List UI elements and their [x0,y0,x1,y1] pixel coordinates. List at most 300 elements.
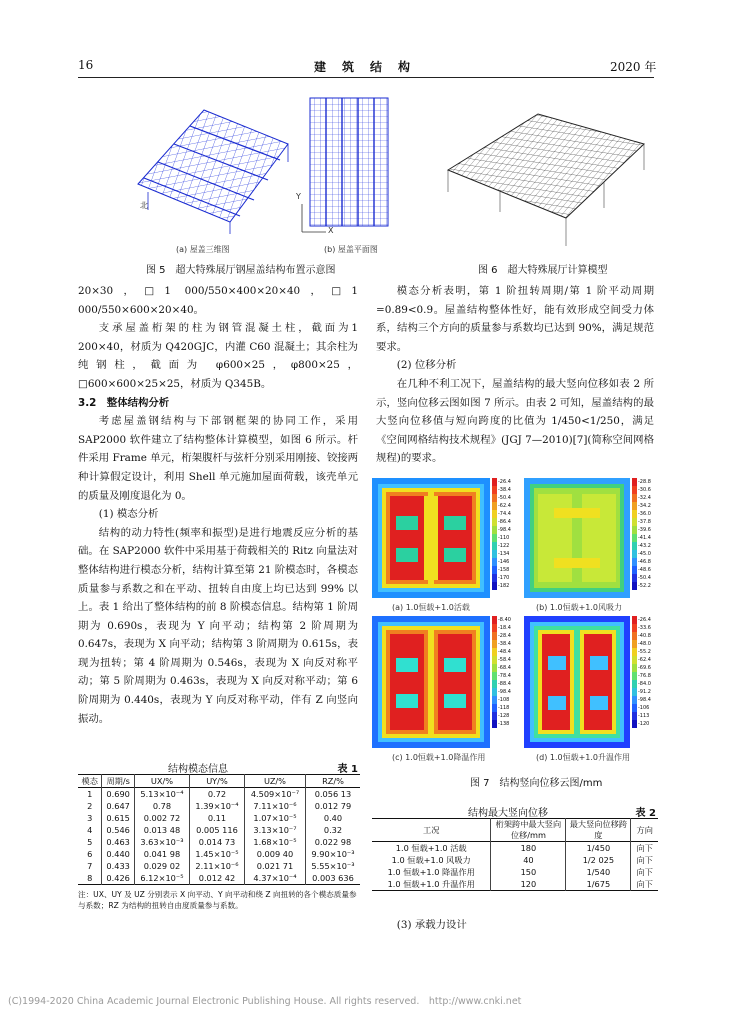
fig7c-caption: (c) 1.0恒载+1.0降温作用 [392,753,486,762]
right-column-top [376,282,654,468]
legend-label: -122 [498,543,510,549]
legend-entry [492,558,520,566]
legend-entry [492,550,520,558]
legend-entry [492,542,520,550]
journal-year: 2020 年 [610,60,657,74]
legend-swatch [632,720,637,728]
legend-entry [632,518,658,526]
legend-swatch [492,648,497,656]
table1-row [78,824,360,836]
table2-row [372,866,658,878]
fig5-caption: 图 5 超大特殊展厅钢屋盖结构布置示意图 [146,265,336,276]
fig7d-legend [632,616,658,748]
legend-label: -48.4 [498,649,511,655]
legend-swatch [632,558,637,566]
table2-block [372,804,658,891]
legend-entry [492,582,520,590]
legend-entry [492,720,520,728]
legend-entry [632,582,658,590]
legend-entry [632,624,658,632]
legend-swatch [492,478,497,486]
legend-swatch [492,502,497,510]
table1-cell: 0.690 [102,788,135,801]
legend-label: -18.4 [498,625,511,631]
legend-label: -37.8 [638,519,651,525]
legend-swatch [492,712,497,720]
legend-label: -170 [498,575,510,581]
table1-cell: 6.12×10⁻⁵ [134,872,189,885]
table1-cell: 2 [87,801,93,811]
table1-cell: 6 [87,849,93,859]
table2-col-span: 最大竖向位移跨度 [566,819,631,842]
legend-entry [632,648,658,656]
fig6-caption: 图 6 超大特殊展厅计算模型 [478,265,608,276]
fig5a-caption: (a) 屋盖三维图 [176,245,230,254]
legend-swatch [632,648,637,656]
legend-label: -62.4 [638,657,651,663]
legend-entry [632,704,658,712]
table1-cell: 0.615 [102,812,135,824]
legend-swatch [632,664,637,672]
legend-label: -98.4 [638,697,651,703]
table2-cell: 向下 [631,854,658,866]
table1-cell: 0.647 [102,800,135,812]
table1-cell: 3.13×10⁻⁷ [244,824,305,836]
legend-swatch [632,582,637,590]
legend-swatch [492,680,497,688]
legend-swatch [632,624,637,632]
legend-entry [492,566,520,574]
legend-entry [632,640,658,648]
legend-label: -58.4 [498,657,511,663]
right-para-4: (3) 承载力设计 [396,919,467,931]
legend-swatch [492,672,497,680]
legend-entry [492,616,520,624]
fig7b-caption: (b) 1.0恒载+1.0风吸力 [536,603,623,612]
legend-label: -30.6 [638,487,651,493]
legend-entry [492,664,520,672]
table2-cell: 120 [491,878,566,891]
axis-y-label: Y [296,192,301,201]
legend-label: -28.8 [638,479,651,485]
table1-col-rz: RZ/% [305,775,360,788]
table1-cell: 0.041 98 [134,848,189,860]
table1-header-row [78,775,360,788]
table1-cell: 0.426 [102,872,135,885]
table2-cell: 向下 [631,878,658,891]
legend-label: -91.2 [638,689,651,695]
table1-cell: 0.72 [189,788,244,801]
table1-cell: 0.433 [102,860,135,872]
table2-title: 结构最大竖向位移 [468,808,548,819]
legend-label: -128 [498,713,510,719]
legend-swatch [632,534,637,542]
legend-entry [492,510,520,518]
table1-cell: 8 [87,873,93,883]
legend-label: -62.4 [498,503,511,509]
table1-block [78,760,360,911]
legend-swatch [632,502,637,510]
table1 [78,774,360,885]
fig6-wireframe [440,100,650,250]
table1-cell: 3.63×10⁻³ [134,836,189,848]
legend-swatch [492,518,497,526]
legend-label: -106 [638,705,650,711]
legend-label: -36.0 [638,511,651,517]
legend-swatch [492,526,497,534]
fig5a-wireframe [118,92,294,240]
legend-entry [632,720,658,728]
table1-cell: 0.32 [305,824,360,836]
legend-entry [632,550,658,558]
table1-cell: 0.014 73 [189,836,244,848]
table1-col-uz: UZ/% [244,775,305,788]
table1-label: 表 1 [337,764,358,775]
table1-cell: 7.11×10⁻⁶ [244,800,305,812]
table2-cell: 1/675 [566,878,631,891]
legend-label: -38.4 [498,641,511,647]
legend-label: -43.2 [638,543,651,549]
legend-label: -45.0 [638,551,651,557]
legend-label: -76.8 [638,673,651,679]
legend-swatch [632,712,637,720]
table1-cell: 1 [87,789,93,799]
table1-row [78,860,360,872]
table2-col-disp: 桁架跨中最大竖向位移/mm [491,819,566,842]
table2-cell: 向下 [631,842,658,855]
legend-label: -50.4 [498,495,511,501]
legend-swatch [632,526,637,534]
legend-entry [632,656,658,664]
legend-label: -74.4 [498,511,511,517]
table2-cell: 1.0 恒载+1.0 风吸力 [391,854,471,865]
legend-swatch [492,664,497,672]
fig7b-legend [632,478,658,598]
legend-swatch [632,574,637,582]
table2-cell: 向下 [631,866,658,878]
table1-cell: 3 [87,813,93,823]
table1-col-uy: UY/% [189,775,244,788]
fig6-model [440,100,650,250]
legend-swatch [632,696,637,704]
table1-cell: 0.440 [102,848,135,860]
fig7a-caption: (a) 1.0恒载+1.0活载 [392,603,470,612]
table1-cell: 0.021 71 [244,860,305,872]
table1-cell: 0.029 02 [134,860,189,872]
table2-cell: 40 [491,854,566,866]
legend-swatch [492,494,497,502]
legend-swatch [632,672,637,680]
legend-label: -69.6 [638,665,651,671]
legend-label: -68.4 [498,665,511,671]
legend-swatch [492,688,497,696]
legend-entry [632,534,658,542]
table1-title: 结构模态信息 [168,764,228,775]
fig5b-plan-grid [296,92,392,238]
table2-header-row [372,819,658,842]
legend-label: -40.8 [638,633,651,639]
fig7a-legend [492,478,520,598]
legend-entry [632,478,658,486]
legend-entry [492,534,520,542]
legend-entry [632,526,658,534]
legend-entry [492,486,520,494]
legend-label: -182 [498,583,510,589]
right-para-1: 模态分析表明，第 1 阶扭转周期/第 1 阶平动周期=0.89<0.9。屋盖结构整体性好，能有效形成空间受力体系，结构三个方向的质量参与系数均已达到 90%，满足规范要求。 [376,285,654,353]
table1-cell: 0.11 [189,812,244,824]
table2-cell: 180 [491,842,566,855]
legend-entry [492,574,520,582]
legend-swatch [632,616,637,624]
legend-swatch [492,616,497,624]
legend-label: -34.2 [638,503,651,509]
table2-cell: 1.0 恒载+1.0 活载 [395,842,467,853]
journal-title: 建 筑 结 构 [314,60,413,74]
legend-entry [632,566,658,574]
table1-row [78,836,360,848]
legend-entry [492,688,520,696]
legend-entry [632,616,658,624]
table1-cell: 0.009 40 [244,848,305,860]
table1-cell: 1.45×10⁻⁵ [189,848,244,860]
table1-cell: 0.78 [134,800,189,812]
table1-cell: 0.002 72 [134,812,189,824]
legend-entry [632,712,658,720]
fig7d-contour [524,616,658,748]
page-number: 16 [78,58,94,72]
legend-entry [492,526,520,534]
legend-label: -39.6 [638,527,651,533]
legend-swatch [632,632,637,640]
table1-col-ux: UX/% [134,775,189,788]
left-column [78,282,358,728]
table1-cell: 2.11×10⁻⁶ [189,860,244,872]
legend-swatch [632,478,637,486]
legend-entry [632,688,658,696]
legend-label: -84.0 [638,681,651,687]
table1-cell: 5.13×10⁻⁴ [134,788,189,801]
legend-label: -8.40 [498,617,511,623]
table1-cell: 0.012 79 [305,800,360,812]
right-para-3: 在几种不利工况下，屋盖结构的最大竖向位移如表 2 所示，竖向位移云图如图 7 所示。由表 2 可知，屋盖结构的最大竖向位移值与短向跨度的比值为 1/450<1/250，满足《空间网格结构技术规程》(JGJ 7—2010)[7](简称空间网格规程)的要求。 [376,377,654,465]
table2-col-dir: 方向 [631,819,658,842]
legend-swatch [632,510,637,518]
table1-row [78,872,360,885]
legend-label: -55.2 [638,649,651,655]
legend-label: -134 [498,551,510,557]
table1-cell: 4.509×10⁻⁷ [244,788,305,801]
legend-swatch [492,566,497,574]
axis-x-label: X [328,226,334,235]
legend-label: -120 [638,721,650,727]
left-para-3: 考虑屋盖钢结构与下部钢框架的协同工作，采用 SAP2000 软件建立了结构整体计算模型，如图 6 所示。杆件采用 Frame 单元，桁架腹杆与弦杆分别采用刚接、铰接两种计算假定设计，利用 Shell 单元施加屋面荷载，该壳单元的质量及刚度退化为 0。 [78,415,358,502]
legend-label: -110 [498,535,510,541]
fig5b-roof-plan [296,92,392,238]
left-para-5: 结构的动力特性(频率和振型)是进行地震反应分析的基础。在 SAP2000 软件中采用基于荷载相关的 Ritz 向量法对整体结构进行模态分析，结构计算至第 21 阶模态时，各模态质量参与系数之和在平动、扭转自由度上均已达到 99% 以上。表 1 给出了整体结构的前 8 阶模态信息。结构第 1 阶周期为 0.690s，表现为 Y 向平动；结构第 2 阶周期为 0.647s，表现为 X 向平动；结构第 3 阶周期为 0.615s，表现为扭转；第 4 阶周期为 0.546s，表现为 X 向反对称平动；第 5 阶周期为 0.463s，表现为 X 向反对称平动；第 6 阶周期为 0.440s，表现为 Y 向反对称平动，伴有 Z 向竖向振动。 [78,526,358,725]
header-rule [78,77,654,78]
table1-cell: 0.022 98 [305,836,360,848]
table1-cell: 5.55×10⁻³ [305,860,360,872]
fig7-caption: 图 7 结构竖向位移云图/mm [470,778,603,789]
legend-swatch [632,656,637,664]
fig7c-legend [492,616,520,748]
legend-swatch [632,542,637,550]
legend-label: -32.4 [638,495,651,501]
table1-row [78,800,360,812]
legend-swatch [492,486,497,494]
legend-swatch [492,582,497,590]
legend-swatch [632,566,637,574]
legend-label: -98.4 [498,527,511,533]
legend-swatch [492,510,497,518]
table2-cell: 1.0 恒载+1.0 升温作用 [387,878,475,889]
table1-col-mode: 模态 [81,775,98,786]
legend-swatch [492,704,497,712]
legend-label: -38.4 [498,487,511,493]
legend-entry [492,502,520,510]
table2-label: 表 2 [635,808,656,819]
legend-entry [632,632,658,640]
left-para-1: 20×30，□1 000/550×400×20×40，□1 000/550×600×20×40。 [78,285,358,316]
legend-entry [492,680,520,688]
legend-label: -41.4 [638,535,651,541]
legend-swatch [632,550,637,558]
legend-entry [492,632,520,640]
legend-entry [632,558,658,566]
table1-cell: 7 [87,861,93,871]
table1-cell: 1.68×10⁻⁵ [244,836,305,848]
legend-label: -28.4 [498,633,511,639]
legend-entry [492,672,520,680]
legend-entry [632,510,658,518]
legend-label: -108 [498,697,510,703]
legend-swatch [632,704,637,712]
legend-entry [632,696,658,704]
legend-entry [632,486,658,494]
left-para-4: (1) 模态分析 [98,508,159,521]
table1-row [78,788,360,801]
legend-label: -46.8 [638,559,651,565]
table1-cell: 4 [87,825,93,835]
table2-row [372,878,658,891]
legend-label: -86.4 [498,519,511,525]
legend-label: -138 [498,721,510,727]
legend-label: -118 [498,705,510,711]
legend-swatch [492,534,497,542]
legend-label: -52.2 [638,583,651,589]
legend-swatch [492,574,497,582]
section-heading-3-2: 3.2 整体结构分析 [78,396,170,409]
fig7d-caption: (d) 1.0恒载+1.0升温作用 [536,753,631,762]
right-para-2: (2) 位移分析 [396,359,457,372]
table1-cell: 0.013 48 [134,824,189,836]
table1-note: 注：UX、UY 及 UZ 分别表示 X 向平动、Y 向平动和绕 Z 向扭转的各个模态质量参与系数；RZ 为结构的扭转自由度质量参与系数。 [78,890,357,910]
table1-cell: 9.90×10⁻³ [305,848,360,860]
table2-cell: 1/450 [566,842,631,855]
legend-swatch [492,640,497,648]
table1-cell: 1.07×10⁻⁵ [244,812,305,824]
legend-swatch [492,632,497,640]
legend-entry [632,494,658,502]
table2-cell: 1.0 恒载+1.0 降温作用 [387,866,475,877]
legend-swatch [492,550,497,558]
legend-entry [492,518,520,526]
fig7b-contour [524,478,658,598]
table1-cell: 0.003 636 [305,872,360,885]
table1-cell: 0.056 13 [305,788,360,801]
legend-swatch [492,696,497,704]
table1-cell: 1.39×10⁻⁴ [189,800,244,812]
table1-cell: 0.012 42 [189,872,244,885]
legend-entry [632,664,658,672]
copyright-footer: (C)1994-2020 China Academic Journal Electronic Publishing House. All rights reserved. http://www.cnki.net [8,996,522,1007]
fig7a-contour [372,478,520,598]
legend-entry [632,680,658,688]
legend-entry [492,704,520,712]
legend-entry [492,624,520,632]
left-para-2: 支承屋盖桁架的柱为钢管混凝土柱，截面为1 200×40，材质为 Q420GJC，内灌 C60 混凝土；其余柱为纯钢柱，截面为 φ600×25，φ800×25，□600×600×25×25，材质为 Q345B。 [78,322,358,390]
table1-cell: 0.40 [305,812,360,824]
table2-row [372,842,658,855]
legend-swatch [632,518,637,526]
legend-swatch [492,542,497,550]
legend-entry [632,574,658,582]
table1-cell: 5 [87,837,93,847]
table2-col-case: 工况 [423,824,440,835]
legend-entry [492,640,520,648]
legend-swatch [492,558,497,566]
legend-swatch [632,680,637,688]
table1-cell: 0.463 [102,836,135,848]
legend-swatch [632,688,637,696]
right-column-bottom [376,916,654,935]
legend-label: -48.0 [638,641,651,647]
legend-swatch [632,486,637,494]
legend-label: -98.4 [498,689,511,695]
table2-cell: 1/2 025 [566,854,631,866]
legend-entry [492,696,520,704]
legend-entry [492,494,520,502]
legend-label: -26.4 [638,617,651,623]
table1-row [78,812,360,824]
north-label: 北 [140,201,148,210]
table1-cell: 0.546 [102,824,135,836]
legend-entry [632,672,658,680]
fig5a-roof-3d [118,92,294,240]
fig7c-contour [372,616,520,748]
legend-label: -33.6 [638,625,651,631]
legend-entry [492,648,520,656]
legend-swatch [492,656,497,664]
legend-entry [492,478,520,486]
legend-swatch [632,494,637,502]
legend-swatch [492,624,497,632]
legend-entry [632,502,658,510]
legend-label: -146 [498,559,510,565]
legend-entry [492,712,520,720]
table2-cell: 1/540 [566,866,631,878]
legend-label: -26.4 [498,479,511,485]
fig5b-caption: (b) 屋盖平面图 [324,245,378,254]
legend-label: -113 [638,713,650,719]
table1-row [78,848,360,860]
legend-label: -88.4 [498,681,511,687]
table2-cell: 150 [491,866,566,878]
table1-col-period: 周期/s [102,775,135,788]
table1-cell: 4.37×10⁻⁴ [244,872,305,885]
legend-swatch [492,720,497,728]
legend-label: -50.4 [638,575,651,581]
